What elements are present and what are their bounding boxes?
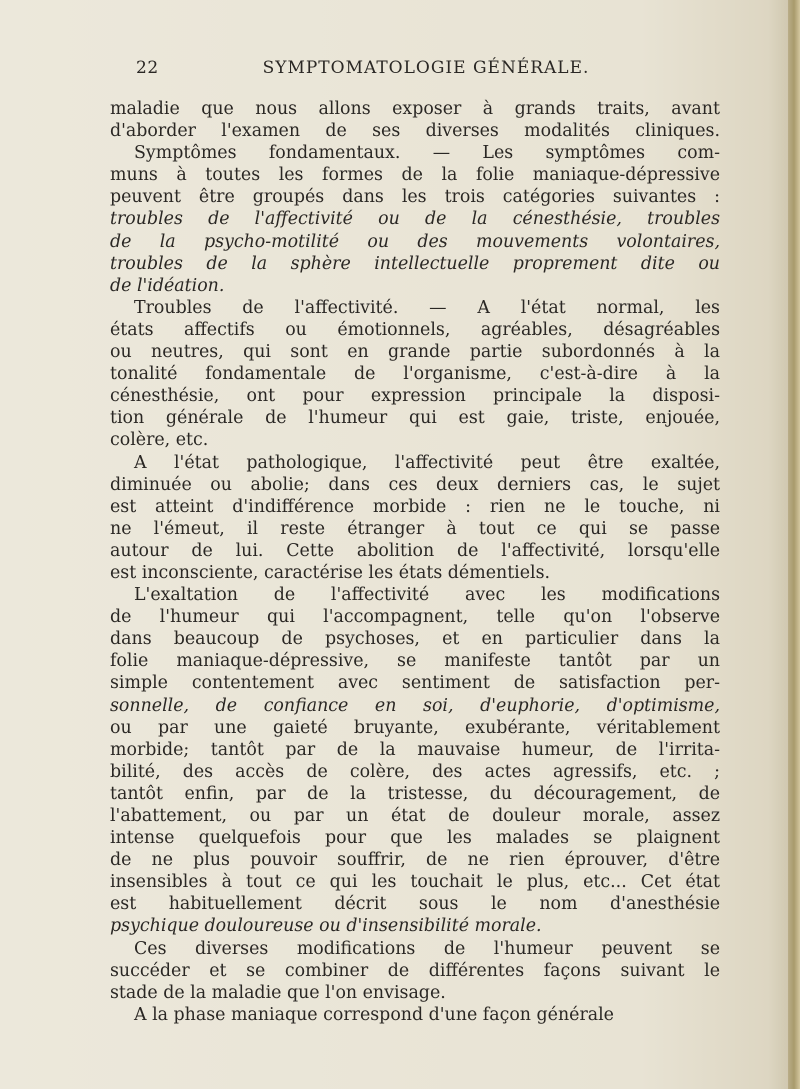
text-line: maladie que nous allons exposer à grands traits, avant (110, 99, 720, 119)
page-number: 22 (136, 58, 159, 78)
text-line: stade de la maladie que l'on envisage. (110, 982, 446, 1003)
text-line: bilité, des accès de colère, des actes agressifs, etc. ; (110, 761, 720, 782)
text-line: l'abattement, ou par un état de douleur morale, assez (110, 806, 720, 826)
text-line: autour de lui. Cette abolition de l'affectivité, lorsqu'elle (110, 540, 720, 561)
text-line: diminuée ou abolie; dans ces deux derniers cas, le sujet (110, 474, 720, 495)
text-line: ou par une gaieté bruyante, exubérante, véritablement (110, 717, 720, 738)
text-line: troubles de la sphère intellectuelle proprement dite ou (110, 253, 720, 274)
text-line: folie maniaque-dépressive, se manifeste tantôt par un (110, 651, 720, 672)
text-line: de l'idéation. (110, 275, 225, 296)
text-line: peuvent être groupés dans les trois catégories suivantes : (110, 187, 720, 208)
text-line: A la phase maniaque correspond d'une façon générale (134, 1004, 614, 1025)
text-line: est atteint d'indifférence morbide : rien ne le touche, ni (110, 496, 720, 517)
text-line: succéder et se combiner de différentes façons suivant le (110, 960, 720, 981)
text-line: muns à toutes les formes de la folie maniaque-dépressive (110, 165, 720, 186)
text-line: dans beaucoup de psychoses, et en particulier dans la (110, 629, 720, 650)
text-line: sonnelle, de confiance en soi, d'euphorie, d'optimisme, (110, 695, 720, 716)
text-line: Ces diverses modifications de l'humeur peuvent se (134, 938, 720, 959)
text-line: de l'humeur qui l'accompagnent, telle qu'on l'observe (110, 607, 720, 628)
text-line: de la psycho-motilité ou des mouvements volontaires, (110, 231, 720, 252)
text-line: L'exaltation de l'affectivité avec les modifications (134, 585, 720, 606)
text-line: Troubles de l'affectivité. — A l'état normal, les (134, 297, 720, 318)
body-text (110, 98, 720, 1026)
text-line: psychique douloureuse ou d'insensibilité morale. (110, 916, 542, 937)
text-line: simple contentement avec sentiment de satisfaction per- (110, 673, 720, 694)
text-line: états affectifs ou émotionnels, agréables, désagréables (110, 319, 720, 340)
page-header (136, 58, 696, 82)
text-line: tion générale de l'humeur qui est gaie, triste, enjouée, (110, 408, 720, 429)
text-line: de ne plus pouvoir souffrir, de ne rien éprouver, d'être (110, 850, 720, 871)
text-line: morbide; tantôt par de la mauvaise humeur, de l'irrita- (110, 739, 720, 760)
text-line: tantôt enfin, par de la tristesse, du découragement, de (110, 783, 720, 804)
running-title: SYMPTOMATOLOGIE GÉNÉRALE. (262, 58, 590, 78)
text-line: d'aborder l'examen de ses diverses modalités cliniques. (110, 121, 720, 142)
text-line: A l'état pathologique, l'affectivité peut être exaltée, (134, 452, 720, 473)
text-line: est inconsciente, caractérise les états démentiels. (110, 562, 551, 583)
text-line: cénesthésie, ont pour expression principale la disposi- (110, 386, 720, 407)
text-line: Symptômes fondamentaux. — Les symptômes com- (134, 143, 720, 164)
text-line: tonalité fondamentale de l'organisme, c'est-à-dire à la (110, 364, 720, 385)
text-line: est habituellement décrit sous le nom d'anesthésie (110, 894, 720, 915)
text-line: colère, etc. (110, 430, 209, 451)
text-line: intense quelquefois pour que les malades se plaignent (110, 828, 720, 849)
text-line: insensibles à tout ce qui les touchait le plus, etc... Cet état (110, 872, 720, 893)
text-line: ou neutres, qui sont en grande partie subordonnés à la (110, 342, 720, 363)
text-line: troubles de l'affectivité ou de la cénesthésie, troubles (110, 209, 720, 230)
page-edge (788, 0, 800, 1089)
text-line: ne l'émeut, il reste étranger à tout ce qui se passe (110, 518, 720, 539)
